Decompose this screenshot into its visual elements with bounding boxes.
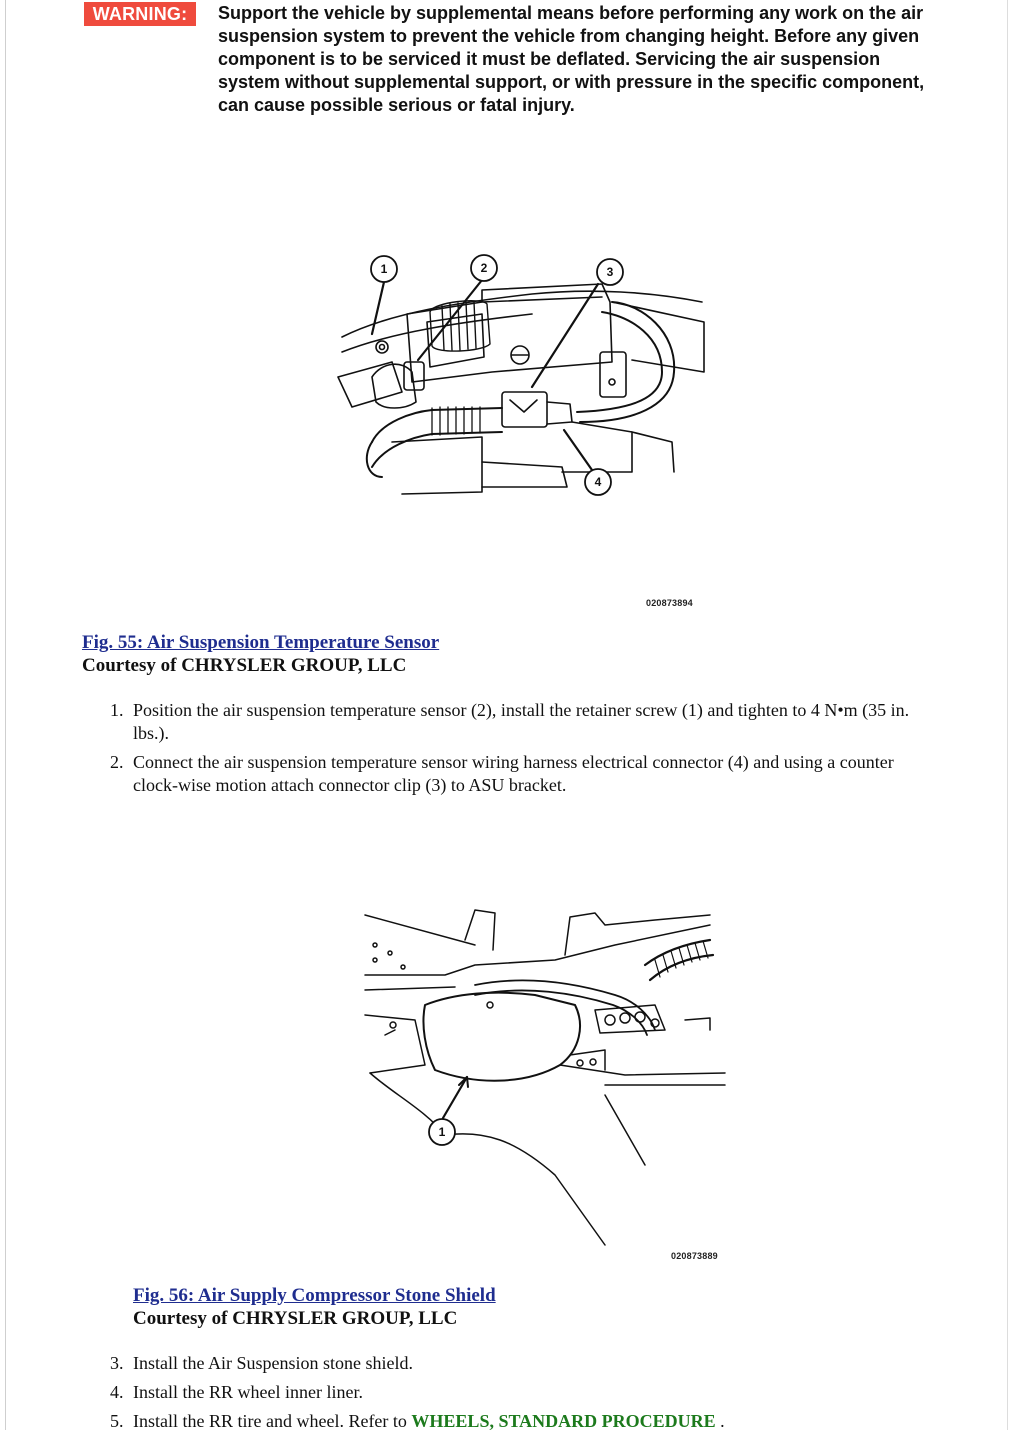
page-right-edge	[1007, 0, 1008, 1430]
steps-list-b	[110, 1352, 940, 1439]
step-2-text: Connect the air suspension temperature sensor wiring harness electrical connector (4) and using a counter clock-wise motion attach connector clip (3) to ASU bracket.	[133, 752, 894, 795]
page-left-edge	[5, 0, 6, 1430]
step-5-text-end: .	[715, 1411, 725, 1431]
step-5-number: 5.	[110, 1411, 124, 1431]
step-2	[110, 751, 940, 797]
steps-list-a	[110, 699, 940, 803]
figure-56-code: 020873889	[671, 1251, 718, 1261]
warning-label: WARNING:	[84, 2, 196, 26]
figure-55-code: 020873894	[646, 598, 693, 608]
step-1	[110, 699, 940, 745]
fig56-callout-1: 1	[438, 1125, 446, 1139]
figure-55-credit: Courtesy of CHRYSLER GROUP, LLC	[82, 655, 407, 676]
step-4-number: 4.	[110, 1382, 124, 1402]
step-1-text: Position the air suspension temperature sensor (2), install the retainer screw (1) and tighten to 4 N•m (35 in. lbs.).	[133, 700, 910, 743]
figure-56-credit: Courtesy of CHRYSLER GROUP, LLC	[133, 1308, 458, 1329]
fig55-callout-1: 1	[380, 262, 388, 276]
step-3	[110, 1352, 940, 1375]
wheels-standard-procedure-link[interactable]: WHEELS, STANDARD PROCEDURE	[411, 1411, 716, 1431]
step-4-text: Install the RR wheel inner liner.	[133, 1382, 363, 1402]
fig55-callout-4: 4	[594, 475, 602, 489]
warning-text: Support the vehicle by supplemental means before performing any work on the air suspension system to prevent the vehicle from changing height. Before any given component is to be serviced it must be deflated. Servicing the air suspension system without supplemental support, or with pressure in the specific component, can cause possible serious or fatal injury.	[218, 3, 925, 115]
step-3-text: Install the Air Suspension stone shield.	[133, 1353, 413, 1373]
step-3-number: 3.	[110, 1353, 124, 1373]
fig55-callout-3: 3	[606, 265, 614, 279]
figure-55-illustration	[332, 242, 710, 617]
step-2-number: 2.	[110, 752, 124, 772]
figure-56-caption-link[interactable]: Fig. 56: Air Supply Compressor Stone Shield	[133, 1285, 496, 1306]
step-5-text: Install the RR tire and wheel. Refer to	[133, 1411, 412, 1431]
figure-55-caption-link[interactable]: Fig. 55: Air Suspension Temperature Sensor	[82, 632, 440, 653]
fig55-callout-2: 2	[480, 261, 488, 275]
step-4	[110, 1381, 940, 1404]
step-1-number: 1.	[110, 700, 124, 720]
figure-56-illustration	[355, 905, 735, 1265]
